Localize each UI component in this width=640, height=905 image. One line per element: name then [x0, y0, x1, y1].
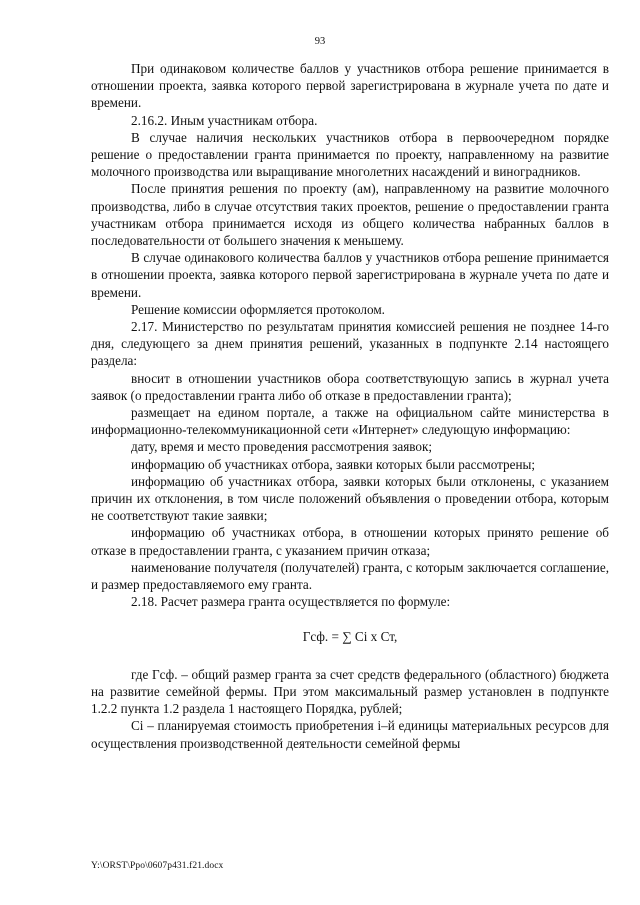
- grant-formula: Гсф. = ∑ Сi x Ст,: [302, 628, 398, 644]
- document-body: [91, 60, 609, 752]
- page-number: 93: [314, 36, 326, 47]
- paragraph: 2.16.2. Иным участникам отбора.: [131, 112, 318, 128]
- paragraph: дату, время и место проведения рассмотрения заявок;: [131, 439, 433, 455]
- paragraph: После принятия решения по проекту (ам), направленному на развитие молочного производства, либо в случае отсутствия таких проектов, решение о предоставлении гранта участникам отбора принимается исходя из общего количества набранных баллов в последовательности от большего значения к меньшему.: [91, 181, 609, 249]
- paragraph: 2.17. Министерство по результатам принятия комиссией решения не позднее 14-го дня, следующего за днем принятия решений, указанных в подпункте 2.14 настоящего раздела:: [91, 319, 609, 369]
- file-path-footer: Y:\ORST\Ppo\0607p431.f21.docx: [91, 861, 224, 871]
- paragraph: При одинаковом количестве баллов у участников отбора решение принимается в отношении проекта, заявка которого первой зарегистрирована в журнале учета по дате и времени.: [91, 61, 609, 111]
- paragraph: 2.18. Расчет размера гранта осуществляется по формуле:: [131, 594, 451, 610]
- paragraph: размещает на едином портале, а также на официальном сайте министерства в информационно-телекоммуникационной сети «Интернет» следующую информацию:: [91, 405, 609, 438]
- formula-explanation: Сi – планируемая стоимость приобретения i–й единицы материальных ресурсов для осуществления производственной деятельности семейной фермы: [91, 718, 609, 751]
- paragraph: наименование получателя (получателей) гранта, с которым заключается соглашение, и размер предоставляемого ему гранта.: [91, 559, 609, 593]
- paragraph: информацию об участниках отбора, в отношении которых принято решение об отказе в предоставлении гранта, с указанием причин отказа;: [91, 525, 609, 558]
- paragraph: вносит в отношении участников обора соответствующую запись в журнал учета заявок (о предоставлении гранта либо об отказе в предоставлении гранта);: [91, 370, 609, 403]
- paragraph: В случае одинакового количества баллов у участников отбора решение принимается в отношении проекта, заявка которого первой зарегистрирована в журнале учета по дате и времени.: [91, 250, 609, 300]
- paragraph: Решение комиссии оформляется протоколом.: [131, 301, 385, 317]
- formula-explanation: где Гсф. – общий размер гранта за счет средств федерального (областного) бюджета на развитие семейной фермы. При этом максимальный размер установлен в подпункте 1.2.2 пункта 1.2 раздела 1 настоящего Порядка, рублей;: [91, 666, 609, 717]
- paragraph: информацию об участниках отбора, заявки которых были отклонены, с указанием причин их отклонения, в том числе положений объявления о проведении отбора, которым не соответствуют такие заявки;: [91, 473, 609, 524]
- paragraph: В случае наличия нескольких участников отбора в первоочередном порядке решение о предоставлении гранта принимается по проекту, направленному на развитие молочного производства или выращивание многолетних насаждений и виноградников.: [91, 129, 609, 180]
- paragraph: информацию об участниках отбора, заявки которых были рассмотрены;: [131, 456, 536, 472]
